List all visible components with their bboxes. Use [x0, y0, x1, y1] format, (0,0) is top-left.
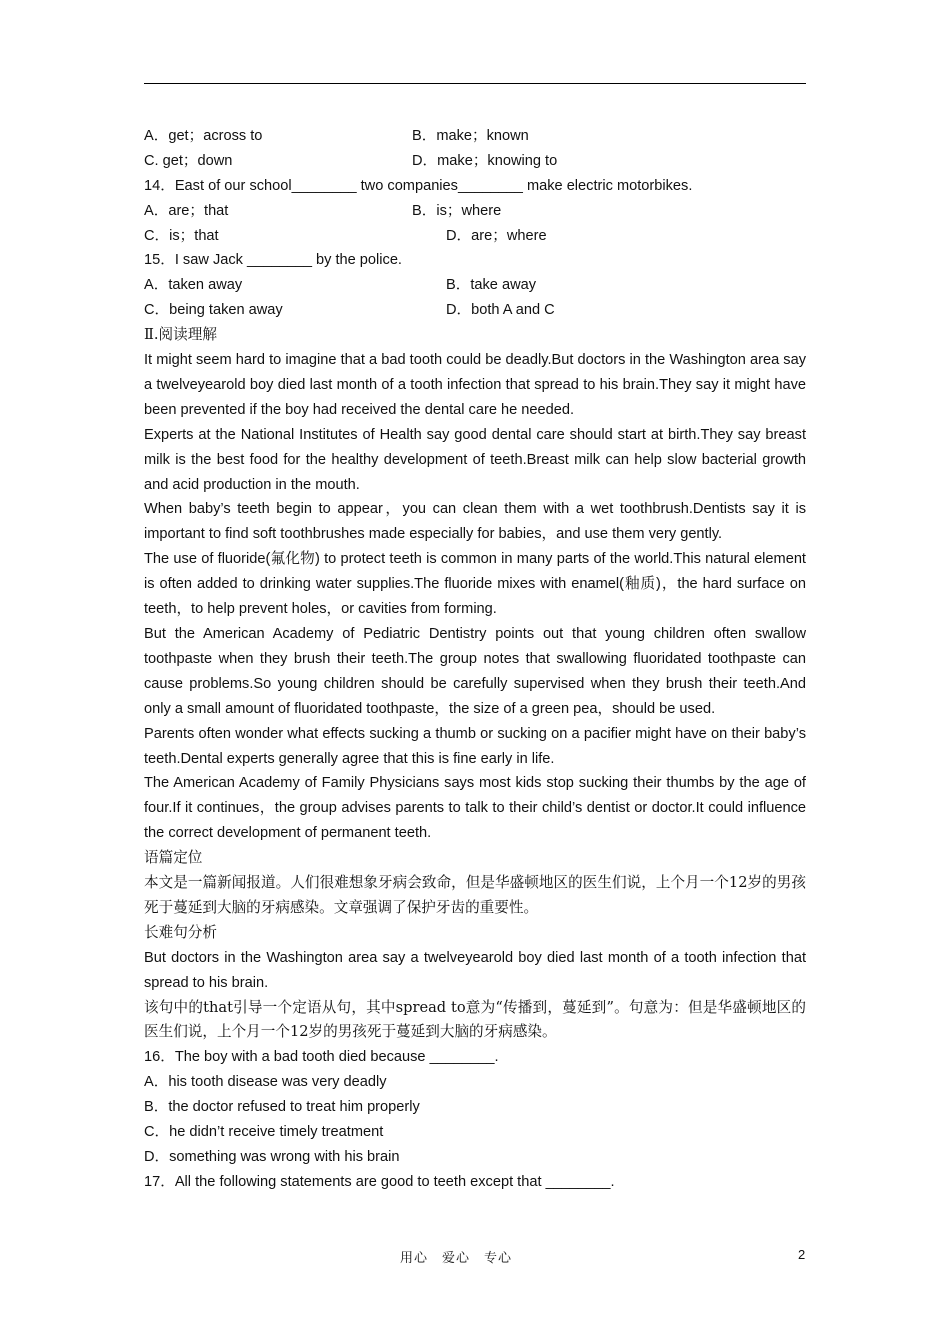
q16-option-a[interactable]: A．his tooth disease was very deadly	[144, 1074, 387, 1091]
q15-options-row-2	[144, 298, 806, 323]
passage-paragraph-3: When baby’s teeth begin to appear，you can clean them with a wet toothbrush.Dentists say it is important to find soft toothbrushes made especially for babies，and use them very gently.	[144, 501, 806, 543]
page-content	[144, 124, 806, 1195]
page-number: 2	[798, 1247, 806, 1262]
q16-option-d[interactable]: D．something was wrong with his brain	[144, 1148, 400, 1165]
q13-options-row-2	[144, 149, 806, 174]
q15-option-b[interactable]: B．take away	[446, 277, 537, 294]
q13-option-c[interactable]: C. get；down	[144, 152, 233, 169]
q16-option-b[interactable]: B．the doctor refused to treat him properly	[144, 1099, 420, 1116]
q14-option-a[interactable]: A．are；that	[144, 202, 229, 219]
passage-paragraph-7: The American Academy of Family Physicians says most kids stop sucking their thumbs by the age of four.If it continues，the group advises parents to talk to their child’s dentist or doctor.It could influence the correct development of permanent teeth.	[144, 775, 806, 842]
q14-options-row-2	[144, 224, 806, 249]
page-footer	[0, 1247, 950, 1269]
q13-options-row-1	[144, 124, 806, 149]
header-rule	[144, 83, 806, 84]
q16-option-c[interactable]: C．he didn’t receive timely treatment	[144, 1124, 384, 1141]
passage-paragraph-4: The use of fluoride(氟化物) to protect teeth is common in many parts of the world.This natural element is often added to drinking water supplies.The fluoride mixes with enamel(釉质)，the hard surface on teeth，to help prevent holes，or cavities from forming.	[144, 551, 806, 618]
q15-options-row-1	[144, 273, 806, 298]
q15-option-a[interactable]: A．taken away	[144, 277, 243, 294]
q15-option-c[interactable]: C．being taken away	[144, 302, 283, 319]
q14-option-b[interactable]: B．is；where	[412, 202, 502, 219]
positioning-heading: 语篇定位	[144, 849, 203, 867]
q16-stem: 16．The boy with a bad tooth died because ________.	[144, 1049, 499, 1066]
passage-paragraph-1: It might seem hard to imagine that a bad tooth could be deadly.But doctors in the Washington area say a twelveyearold boy died last month of a tooth infection that spread to his brain.They say it might have been prevented if the boy had received the dental care he needed.	[144, 352, 806, 418]
q14-stem: 14．East of our school________ two companies________ make electric motorbikes.	[144, 177, 693, 194]
footer-motto: 用心 爱心 专心	[400, 1251, 513, 1266]
q13-option-b[interactable]: B．make；known	[412, 128, 529, 144]
analysis-explanation: 该句中的that引导一个定语从句，其中spread to意为“传播到，蔓延到”。句意为：但是华盛顿地区的医生们说，上个月一个12岁的男孩死于蔓延到大脑的牙病感染。	[144, 998, 806, 1041]
q14-option-d[interactable]: D．are；where	[446, 227, 547, 244]
analysis-heading: 长难句分析	[144, 923, 217, 941]
passage-paragraph-2: Experts at the National Institutes of Health say good dental care should start at birth.They say breast milk is the best food for the healthy development of teeth.Breast milk can help slow bacterial growth and acid production in the mouth.	[144, 426, 806, 493]
q14-options-row-1	[144, 199, 806, 224]
section-title: Ⅱ.阅读理解	[144, 326, 217, 344]
q15-option-d[interactable]: D．both A and C	[446, 302, 555, 319]
q14-option-c[interactable]: C．is；that	[144, 227, 219, 244]
q13-option-d[interactable]: D．make；knowing to	[412, 152, 558, 169]
q13-option-a[interactable]: A．get；across to	[144, 128, 263, 144]
positioning-text: 本文是一篇新闻报道。人们很难想象牙病会致命，但是华盛顿地区的医生们说，上个月一个12岁的男孩死于蔓延到大脑的牙病感染。文章强调了保护牙齿的重要性。	[144, 874, 806, 916]
analysis-sentence: But doctors in the Washington area say a twelveyearold boy died last month of a tooth infection that spread to his brain.	[144, 949, 806, 991]
passage-paragraph-6: Parents often wonder what effects sucking a thumb or sucking on a pacifier might have on their baby’s teeth.Dental experts generally agree that this is fine early in life.	[144, 725, 806, 767]
passage-paragraph-5: But the American Academy of Pediatric Dentistry points out that young children often swallow toothpaste when they brush their teeth.The group notes that swallowing fluoridated toothpaste can cause problems.So young children should be carefully supervised when they brush their teeth.And only a small amount of fluoridated toothpaste，the size of a green pea，should be used.	[144, 625, 806, 717]
q15-stem: 15．I saw Jack ________ by the police.	[144, 252, 402, 269]
q17-stem: 17．All the following statements are good to teeth except that ________.	[144, 1173, 615, 1190]
